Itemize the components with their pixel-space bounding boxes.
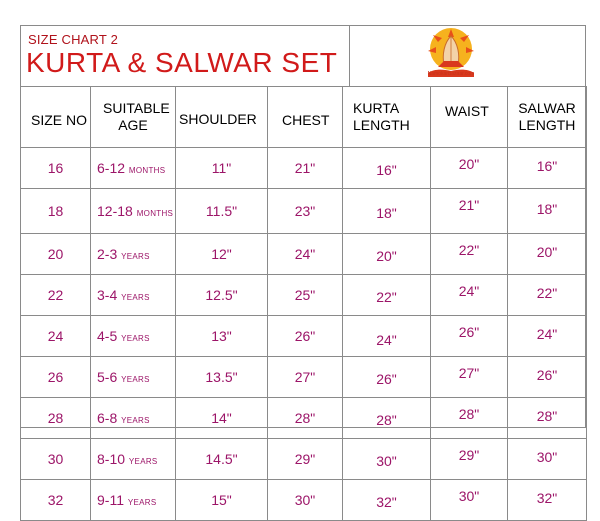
chest-cell: 27" <box>268 357 343 398</box>
header <box>20 25 349 86</box>
table-row <box>21 148 587 189</box>
size-cell: 30 <box>21 439 91 480</box>
table-row <box>21 480 587 521</box>
waist-cell: 20" <box>431 148 508 189</box>
kurta-length-cell: 30" <box>343 439 431 480</box>
age-cell: 8-10 YEARS <box>91 439 176 480</box>
chest-cell: 30" <box>268 480 343 521</box>
shoulder-cell: 11" <box>176 148 268 189</box>
shoulder-cell: 13.5" <box>176 357 268 398</box>
table-row <box>21 189 587 234</box>
size-cell: 28 <box>21 398 91 439</box>
chart-subtitle: SIZE CHART 2 <box>28 32 119 47</box>
shoulder-cell: 14.5" <box>176 439 268 480</box>
logo-text: NamokarBazaar.com <box>427 71 475 77</box>
age-cell: 2-3 YEARS <box>91 234 176 275</box>
col-header-salwar: SALWAR LENGTH <box>508 87 587 148</box>
chart-title: KURTA & SALWAR SET <box>26 47 338 78</box>
size-cell: 32 <box>21 480 91 521</box>
col-header-size: SIZE NO <box>21 87 91 148</box>
waist-cell: 26" <box>431 316 508 357</box>
kurta-length-cell: 24" <box>343 316 431 357</box>
size-cell: 24 <box>21 316 91 357</box>
salwar-length-cell: 24" <box>508 316 587 357</box>
age-cell: 9-11 YEARS <box>91 480 176 521</box>
chest-cell: 28" <box>268 398 343 439</box>
age-cell: 5-6 YEARS <box>91 357 176 398</box>
chest-cell: 21" <box>268 148 343 189</box>
chest-cell: 24" <box>268 234 343 275</box>
shoulder-cell: 15" <box>176 480 268 521</box>
age-cell: 3-4 YEARS <box>91 275 176 316</box>
chest-cell: 25" <box>268 275 343 316</box>
size-cell: 20 <box>21 234 91 275</box>
table-row <box>21 439 587 480</box>
waist-cell: 28" <box>431 398 508 439</box>
kurta-length-cell: 28" <box>343 398 431 439</box>
kurta-length-cell: 26" <box>343 357 431 398</box>
salwar-length-cell: 28" <box>508 398 587 439</box>
salwar-length-cell: 16" <box>508 148 587 189</box>
kurta-length-cell: 18" <box>343 189 431 234</box>
size-cell: 18 <box>21 189 91 234</box>
waist-cell: 29" <box>431 439 508 480</box>
kurta-length-cell: 22" <box>343 275 431 316</box>
waist-cell: 22" <box>431 234 508 275</box>
salwar-length-cell: 30" <box>508 439 587 480</box>
size-chart-table <box>20 86 587 521</box>
table-row <box>21 316 587 357</box>
chest-cell: 23" <box>268 189 343 234</box>
table-row <box>21 357 587 398</box>
shoulder-cell: 12.5" <box>176 275 268 316</box>
age-cell: 4-5 YEARS <box>91 316 176 357</box>
kurta-length-cell: 16" <box>343 148 431 189</box>
table-row <box>21 275 587 316</box>
col-header-age: SUITABLE AGE <box>91 87 176 148</box>
size-cell: 22 <box>21 275 91 316</box>
age-cell: 12-18 MONTHS <box>91 189 176 234</box>
chest-cell: 26" <box>268 316 343 357</box>
waist-cell: 21" <box>431 189 508 234</box>
age-cell: 6-12 MONTHS <box>91 148 176 189</box>
salwar-length-cell: 18" <box>508 189 587 234</box>
col-header-shoulder: SHOULDER <box>176 87 268 148</box>
col-header-kurta: KURTA LENGTH <box>343 87 431 148</box>
waist-cell: 24" <box>431 275 508 316</box>
kurta-length-cell: 20" <box>343 234 431 275</box>
shoulder-cell: 11.5" <box>176 189 268 234</box>
shoulder-cell: 12" <box>176 234 268 275</box>
age-cell: 6-8 YEARS <box>91 398 176 439</box>
salwar-length-cell: 32" <box>508 480 587 521</box>
waist-cell: 30" <box>431 480 508 521</box>
kurta-length-cell: 32" <box>343 480 431 521</box>
table-header-row <box>21 87 587 148</box>
chest-cell: 29" <box>268 439 343 480</box>
table-row <box>21 234 587 275</box>
waist-cell: 27" <box>431 357 508 398</box>
size-cell: 26 <box>21 357 91 398</box>
size-cell: 16 <box>21 148 91 189</box>
salwar-length-cell: 20" <box>508 234 587 275</box>
salwar-length-cell: 22" <box>508 275 587 316</box>
shoulder-cell: 13" <box>176 316 268 357</box>
table-row <box>21 398 587 439</box>
col-header-chest: CHEST <box>268 87 343 148</box>
salwar-length-cell: 26" <box>508 357 587 398</box>
shoulder-cell: 14" <box>176 398 268 439</box>
col-header-waist: WAIST <box>431 87 508 148</box>
